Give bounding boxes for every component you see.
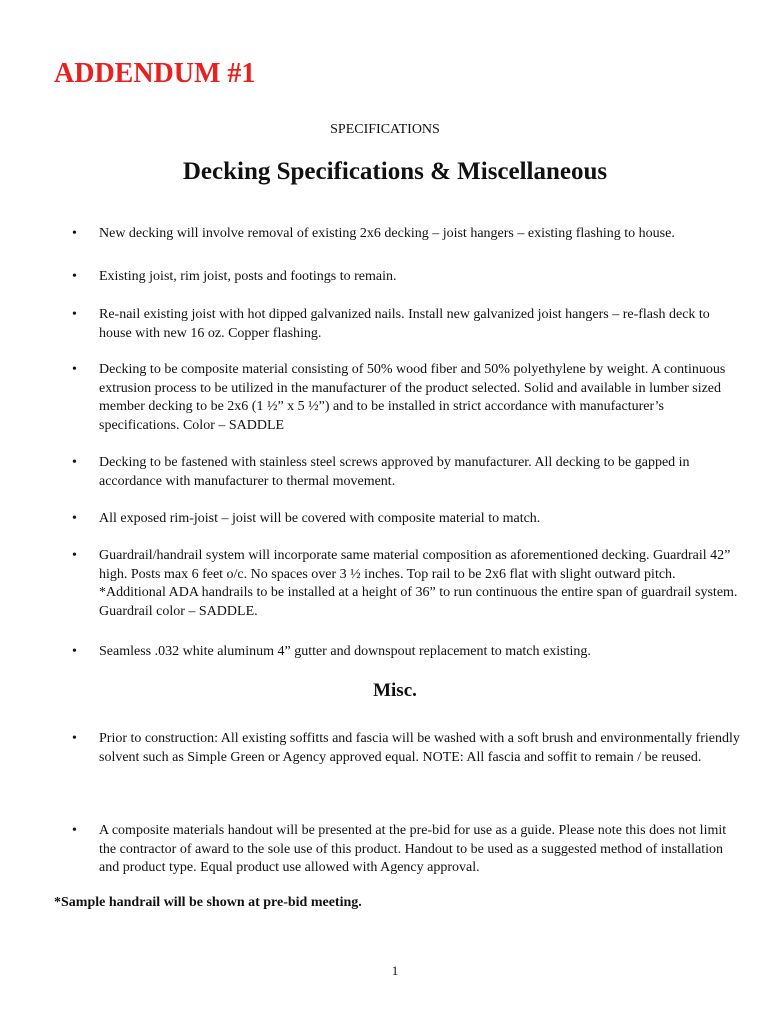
list-item [72,547,742,621]
bullet-icon: • [72,823,77,838]
list-item [72,454,742,491]
page-title: Decking Specifications & Miscellaneous [182,158,608,185]
bullet-icon: • [72,269,77,284]
page-number: 1 [391,963,399,978]
bullet-icon: • [72,548,77,563]
section-label: SPECIFICATIONS [330,122,440,137]
bullet-icon: • [72,307,77,322]
bullet-icon: • [72,455,77,470]
list-item [72,306,742,343]
list-item [72,225,742,244]
misc-heading: Misc. [373,680,417,701]
list-item [72,822,742,878]
list-item [72,643,742,662]
list-item-text: Guardrail/handrail system will incorporate same material composition as aforementioned decking. Guardrail 42” high. Posts max 6 feet o/c. No spaces over 3 ½ inches. Top rail to be 2x6 flat with slight outward pitch. *Additional ADA handrails to be installed at a height of 36” to run continuous the entire span of guardrail system. Guardrail color – SADDLE. [99,548,738,619]
sample-handrail-note: *Sample handrail will be shown at pre-bid meeting. [54,895,362,910]
list-item-text: Existing joist, rim joist, posts and footings to remain. [99,269,397,284]
list-item-text: A composite materials handout will be presented at the pre-bid for use as a guide. Please note this does not limit the contractor of award to the sole use of this product. Handout to be used as a suggested method of installation and product type. Equal product use allowed with Agency approval. [99,823,727,875]
bullet-icon: • [72,731,77,746]
list-item [72,361,742,435]
list-item-text: Decking to be fastened with stainless steel screws approved by manufacturer. All decking to be gapped in accordance with manufacturer to thermal movement. [99,455,690,489]
list-item-text: Prior to construction: All existing soffitts and fascia will be washed with a soft brush and environmentally friendly solvent such as Simple Green or Agency approved equal. NOTE: All fascia and soffit to remain / be reused. [99,731,740,765]
bullet-icon: • [72,226,77,241]
bullet-icon: • [72,511,77,526]
list-item-text: New decking will involve removal of existing 2x6 decking – joist hangers – existing flashing to house. [99,226,675,241]
list-item-text: Decking to be composite material consisting of 50% wood fiber and 50% polyethylene by weight. A continuous extrusion process to be utilized in the manufacturer of the product selected. Solid and available in lumber sized member decking to be 2x6 (1 ½” x 5 ½”) and to be installed in strict accordance with manufacturer’s specifications. Color – SADDLE [99,362,726,433]
addendum-title: ADDENDUM #1 [54,58,256,89]
list-item [72,268,742,287]
list-item [72,730,742,767]
list-item-text: All exposed rim-joist – joist will be covered with composite material to match. [99,511,541,526]
list-item [72,510,742,529]
list-item-text: Re-nail existing joist with hot dipped galvanized nails. Install new galvanized joist hangers – re-flash deck to house with new 16 oz. Copper flashing. [99,307,710,341]
bullet-icon: • [72,644,77,659]
list-item-text: Seamless .032 white aluminum 4” gutter and downspout replacement to match existing. [99,644,591,659]
bullet-icon: • [72,362,77,377]
